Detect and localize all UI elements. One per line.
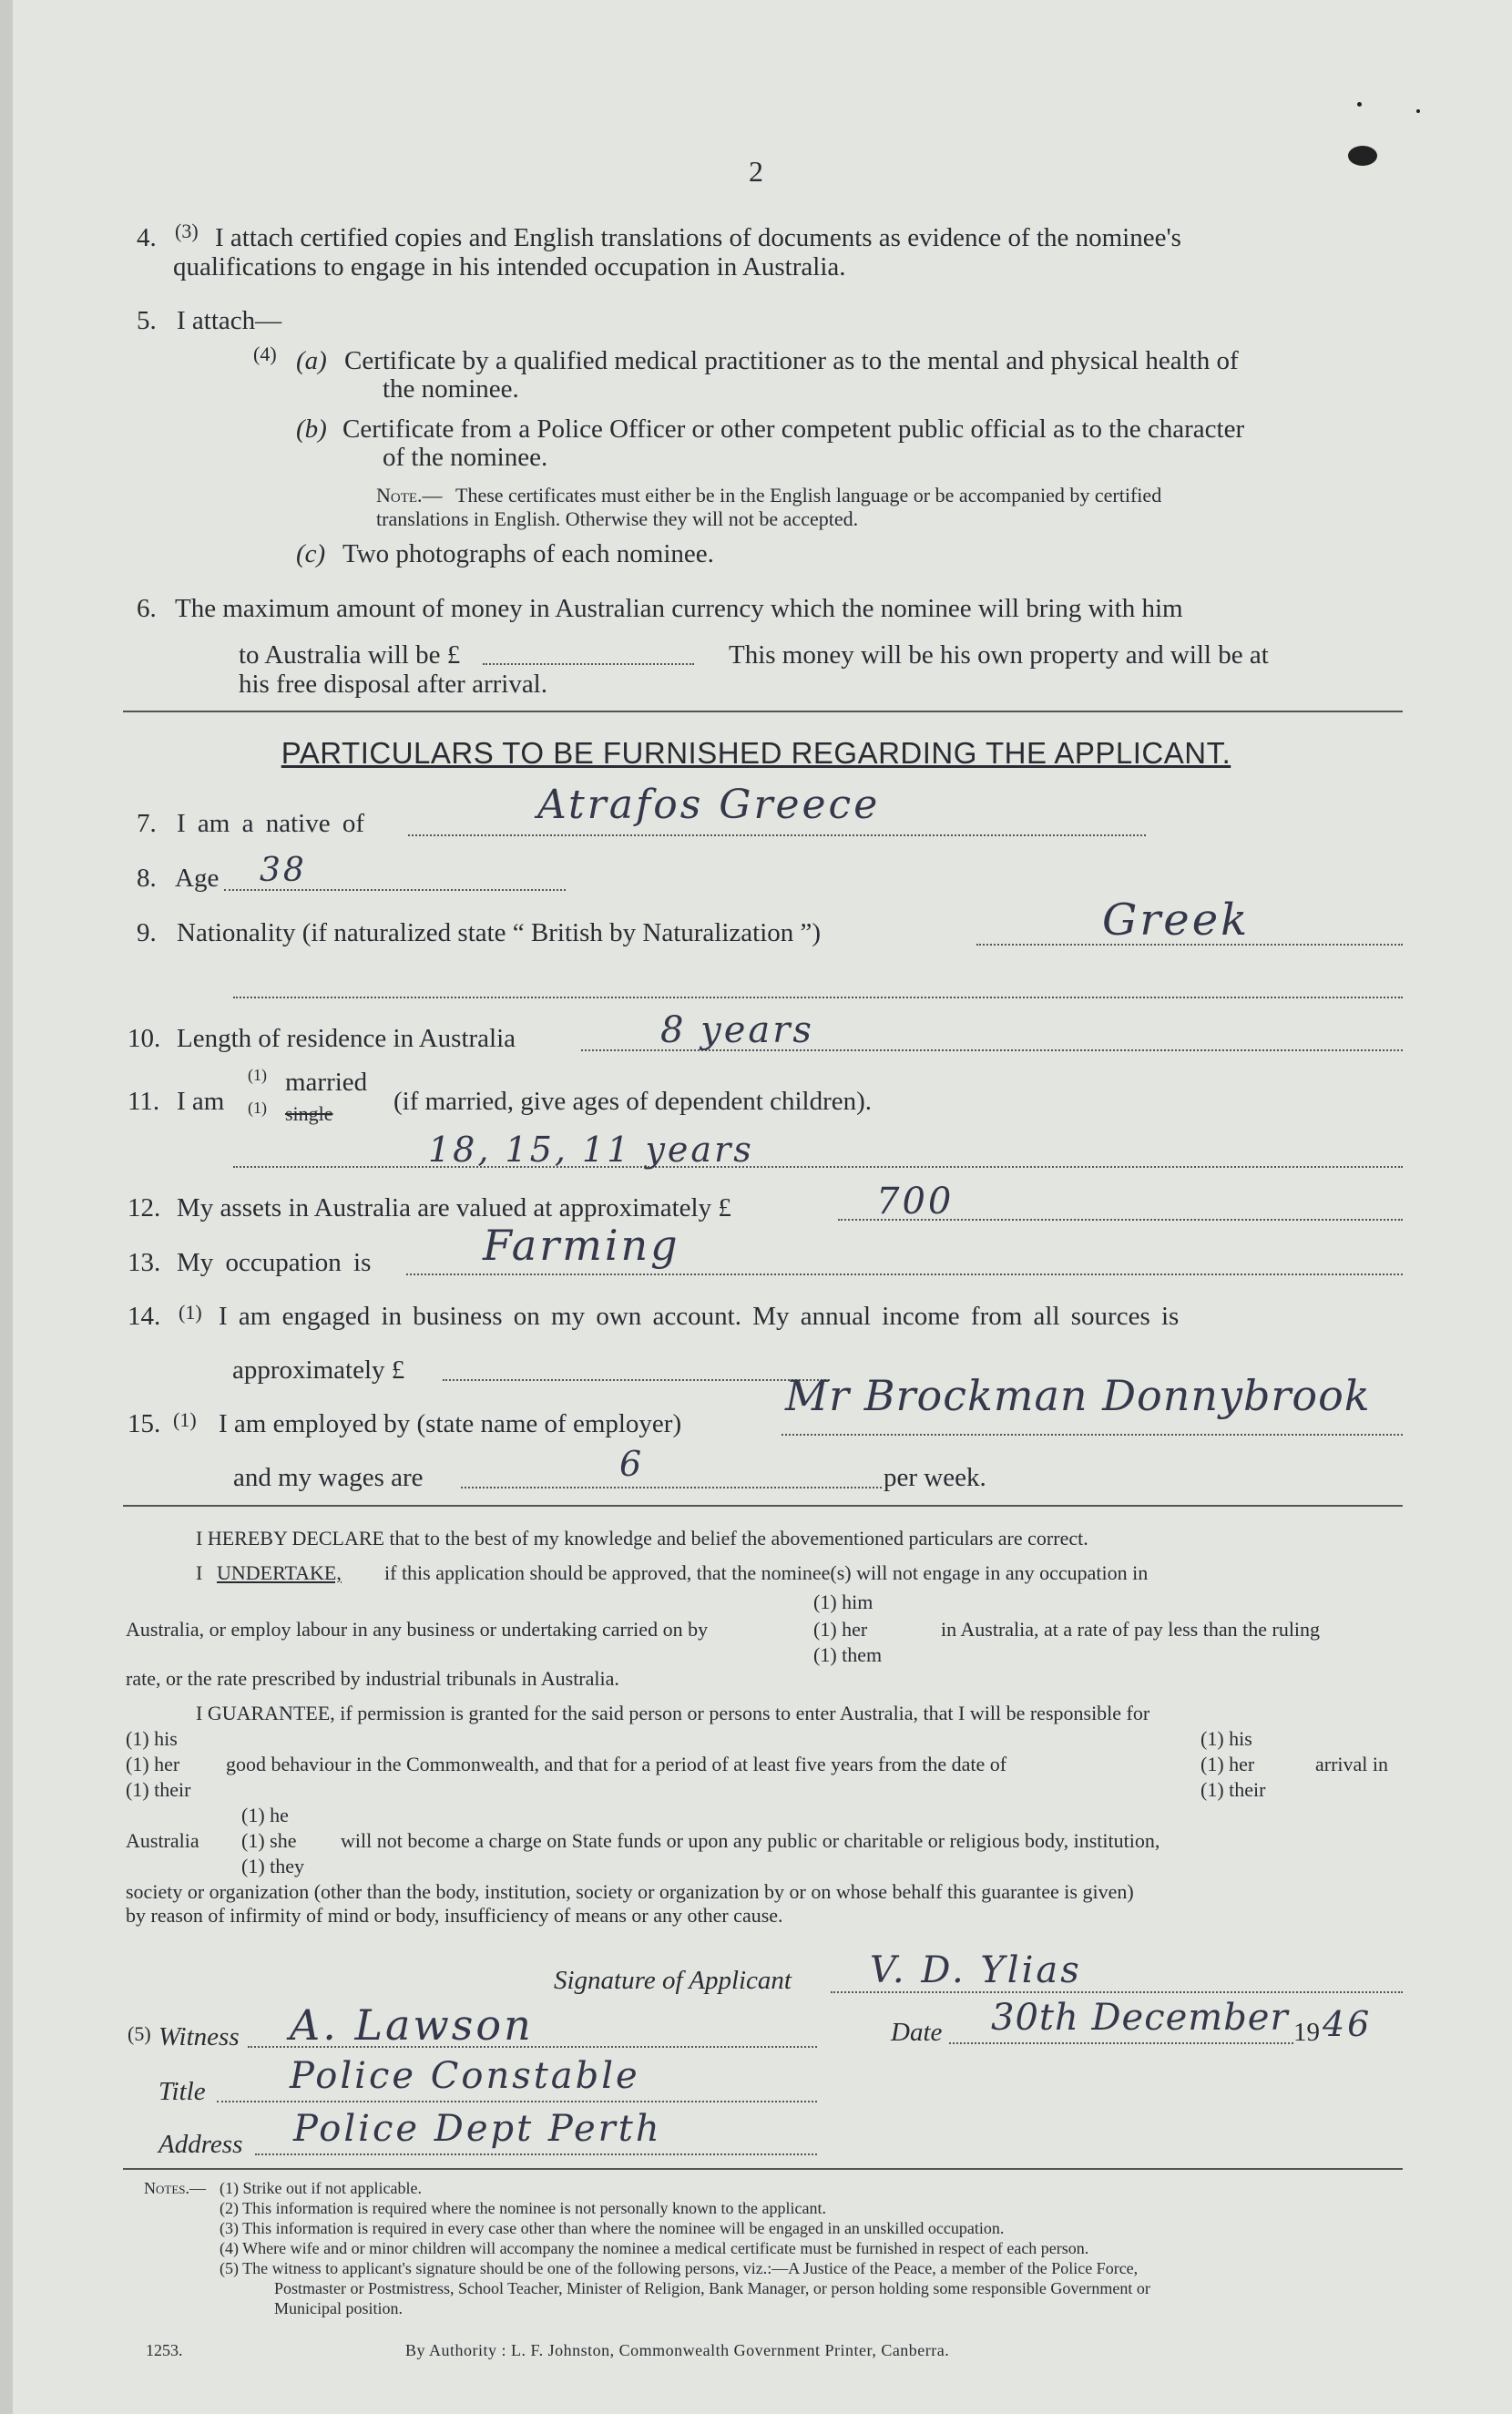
item-12-value: 700 (876, 1181, 955, 1222)
item-8-value: 38 (260, 852, 307, 889)
declaration-p4-opt-she: (1) she (241, 1829, 297, 1852)
item-5a-text-cont: the nominee. (383, 374, 519, 404)
item-5b-text-cont: of the nominee. (383, 443, 548, 472)
form-number: 1253. (146, 2341, 183, 2359)
item-13-label: My occupation is (177, 1248, 372, 1277)
declaration-p3-opt-her: (1) her (126, 1753, 180, 1775)
item-9-label: Nationality (if naturalized state “ British by Naturalization ”) (177, 918, 822, 947)
declaration-undertake: UNDERTAKE, (217, 1561, 342, 1584)
declaration-p4-start: Australia (126, 1829, 199, 1852)
title-field[interactable] (217, 2101, 817, 2102)
declaration-p4-opt-they: (1) they (241, 1855, 305, 1877)
item-5-number: 5. (137, 306, 157, 335)
declaration-p4-line2: society or organization (other than the body, institution, society or organization by or on whose behalf this guarantee is given) (126, 1880, 1134, 1903)
declaration-p3-end: arrival in (1315, 1753, 1389, 1775)
date-label: Date (891, 2018, 943, 2047)
note-5b: Postmaster or Postmistress, School Teacher, Minister of Religion, Bank Manager, or person holding some responsible Government or (274, 2279, 1150, 2297)
item-15-label-end: per week. (884, 1463, 986, 1492)
address-value: Police Dept Perth (293, 2108, 662, 2150)
declaration-p3-opt-his-2: (1) his (1200, 1727, 1252, 1750)
item-5-text: I attach— (177, 306, 282, 335)
item-13-value: Farming (483, 1221, 680, 1270)
item-5a-label: (a) (296, 346, 327, 375)
item-10-label: Length of residence in Australia (177, 1024, 516, 1053)
item-8-number: 8. (137, 864, 157, 893)
item-5c-label: (c) (296, 539, 326, 568)
printer-authority: By Authority : L. F. Johnston, Commonwealth Government Printer, Canberra. (405, 2341, 950, 2359)
witness-value: A. Lawson (290, 2000, 534, 2050)
declaration-p4-opt-he: (1) he (241, 1804, 289, 1826)
item-11-note-single: (1) (248, 1099, 267, 1117)
item-11-label-cont: (if married, give ages of dependent children). (393, 1087, 873, 1116)
item-11-number: 11. (128, 1087, 160, 1116)
ink-speck (1357, 102, 1362, 107)
item-8-label: Age (175, 864, 220, 893)
declaration-p3-opt-her-2: (1) her (1200, 1753, 1255, 1775)
item-9-value: Greek (1102, 895, 1251, 946)
declaration-p2-opt-them: (1) them (813, 1643, 883, 1666)
item-8-field[interactable] (224, 889, 566, 891)
address-field[interactable] (255, 2153, 817, 2155)
item-9-number: 9. (137, 918, 157, 947)
item-9-field-cont[interactable] (233, 997, 1403, 998)
title-label: Title (158, 2077, 206, 2106)
item-15-label-cont: and my wages are (233, 1463, 424, 1492)
signature-field[interactable] (831, 1991, 1403, 1993)
item-14-number: 14. (128, 1302, 161, 1331)
item-11-option-married: married (285, 1068, 368, 1097)
signature-label: Signature of Applicant (554, 1966, 792, 1995)
date-year-value: 46 (1323, 2004, 1373, 2044)
ink-blot (1348, 146, 1377, 166)
item-15-employer-field[interactable] (782, 1434, 1403, 1436)
item-15-wages-value: 6 (619, 1444, 645, 1484)
item-4-text-cont: qualifications to engage in his intended occupation in Australia. (173, 252, 846, 281)
declaration-p2-start: I (196, 1561, 203, 1584)
item-5a-text: Certificate by a qualified medical practitioner as to the mental and physical health of (344, 346, 1239, 375)
item-11-field[interactable] (233, 1166, 1403, 1168)
item-10-number: 10. (128, 1024, 161, 1053)
item-12-number: 12. (128, 1193, 161, 1222)
note-5c: Municipal position. (274, 2299, 403, 2317)
note-2: (2) This information is required where the nominee is not personally known to the applicant. (220, 2199, 827, 2217)
date-field[interactable] (949, 2042, 1293, 2044)
item-4-text: I attach certified copies and English translations of documents as evidence of the nominee's (215, 223, 1181, 252)
item-14-income-field[interactable] (443, 1379, 830, 1381)
declaration-p2-rest: if this application should be approved, that the nominee(s) will not engage in any occupation in (384, 1561, 1149, 1584)
item-15-number: 15. (128, 1409, 161, 1438)
item-14-label-cont: approximately £ (232, 1355, 405, 1385)
item-6-text2a: to Australia will be £ (239, 640, 461, 670)
signature-value: V. D. Ylias (870, 1949, 1082, 1991)
note-5a: (5) The witness to applicant's signature should be one of the following persons, viz.:—A Justice of the Peace, a member of the Police Force, (220, 2259, 1139, 2277)
declaration-p1: I HEREBY DECLARE that to the best of my knowledge and belief the abovementioned particulars are correct. (196, 1527, 1088, 1550)
declaration-p2-line2b: in Australia, at a rate of pay less than the ruling (941, 1618, 1321, 1641)
declaration-p2-line2a: Australia, or employ labour in any business or undertaking carried on by (126, 1618, 709, 1641)
item-5a-footnote: (4) (253, 343, 277, 365)
item-14-label: I am engaged in business on my own account. My annual income from all sources is (219, 1302, 1180, 1331)
declaration-p3-opt-their: (1) their (126, 1778, 191, 1801)
item-15-value: Mr Brockman Donnybrook (785, 1371, 1371, 1420)
item-6-text: The maximum amount of money in Australian currency which the nominee will bring with him (175, 594, 1183, 623)
declaration-p3-opt-their-2: (1) their (1200, 1778, 1266, 1801)
item-5c-text: Two photographs of each nominee. (342, 539, 714, 568)
section-divider (123, 711, 1403, 712)
notes-heading: Notes.— (144, 2179, 206, 2197)
item-5b-text: Certificate from a Police Officer or other competent public official as to the character (342, 414, 1245, 444)
item-14-footnote: (1) (179, 1301, 202, 1324)
item-5-note-text: These certificates must either be in the English language or be accompanied by certified (455, 484, 1162, 506)
witness-footnote: (5) (128, 2022, 151, 2045)
item-4-number: 4. (137, 223, 157, 252)
item-7-value: Atrafos Greece (537, 782, 881, 828)
applicant-section-heading: PARTICULARS TO BE FURNISHED REGARDING THE APPLICANT. (281, 736, 1231, 770)
item-6-text3: his free disposal after arrival. (239, 670, 547, 699)
address-label: Address (158, 2130, 243, 2159)
declaration-p2-opt-him: (1) him (813, 1591, 873, 1613)
item-11-option-single: single (285, 1102, 333, 1125)
declaration-p2-opt-her: (1) her (813, 1618, 868, 1641)
item-7-number: 7. (137, 809, 157, 838)
item-6-number: 6. (137, 594, 157, 623)
ink-speck (1416, 109, 1420, 113)
note-3: (3) This information is required in every case other than where the nominee will be engaged in an unskilled occupation. (220, 2219, 1005, 2237)
item-13-field[interactable] (406, 1273, 1403, 1275)
declaration-p3-mid: good behaviour in the Commonwealth, and that for a period of at least five years from the date of (226, 1753, 1007, 1775)
item-11-value: 18, 15, 11 years (428, 1130, 754, 1170)
item-5-note-head: Note.— (376, 484, 443, 506)
item-7-label: I am a native of (177, 809, 364, 838)
witness-label: Witness (158, 2022, 240, 2051)
declaration-p4-line3: by reason of infirmity of mind or body, insufficiency of means or any other cause. (126, 1904, 783, 1927)
item-11-label: I am (177, 1087, 225, 1116)
item-4-footnote: (3) (175, 220, 199, 242)
declaration-p2-line3: rate, or the rate prescribed by industrial tribunals in Australia. (126, 1667, 619, 1690)
item-15-label: I am employed by (state name of employer) (219, 1409, 682, 1438)
declaration-p3: I GUARANTEE, if permission is granted for the said person or persons to enter Australia, that I will be responsible for (196, 1702, 1150, 1724)
section-divider-3 (123, 2168, 1403, 2170)
item-15-wages-field[interactable] (461, 1487, 882, 1488)
item-7-field[interactable] (408, 834, 1146, 836)
date-year-prefix: 19 (1293, 2018, 1320, 2047)
declaration-p3-opt-his: (1) his (126, 1727, 178, 1750)
item-6-text2b: This money will be his own property and will be at (729, 640, 1269, 670)
item-15-footnote: (1) (173, 1408, 197, 1431)
note-4: (4) Where wife and or minor children will accompany the nominee a medical certificate must be furnished in respect of each person. (220, 2239, 1089, 2257)
section-divider-2 (123, 1505, 1403, 1507)
declaration-p4-rest: will not become a charge on State funds or upon any public or charitable or religious body, institution, (341, 1829, 1160, 1852)
date-value: 30th December (991, 1997, 1289, 2039)
title-value: Police Constable (290, 2055, 640, 2097)
item-10-value: 8 years (660, 1009, 814, 1051)
item-6-amount-field[interactable] (483, 663, 694, 665)
item-12-label: My assets in Australia are valued at approximately £ (177, 1193, 731, 1222)
item-5-note-text-cont: translations in English. Otherwise they will not be accepted. (376, 507, 859, 530)
note-1: (1) Strike out if not applicable. (220, 2179, 422, 2197)
item-5b-label: (b) (296, 414, 327, 444)
item-11-note-married: (1) (248, 1066, 267, 1084)
page-number: 2 (749, 155, 763, 188)
item-13-number: 13. (128, 1248, 161, 1277)
